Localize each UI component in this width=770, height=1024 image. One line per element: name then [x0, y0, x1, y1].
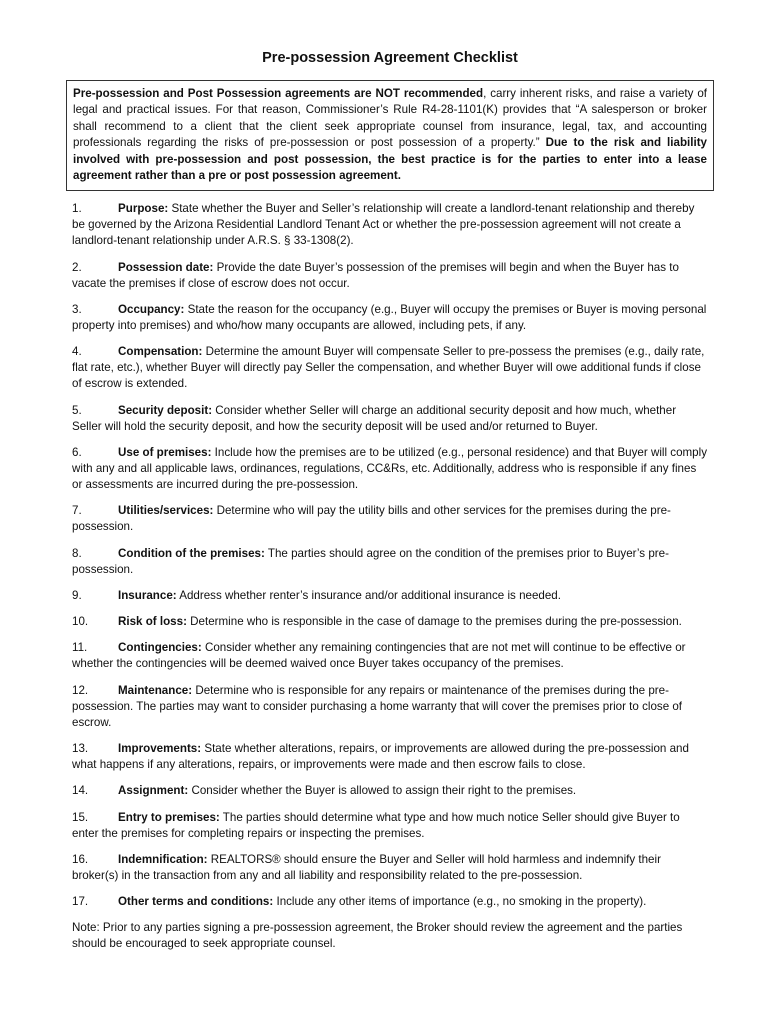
- item-text: Include any other items of importance (e.g., no smoking in the property).: [273, 895, 647, 909]
- item-label: Utilities/services:: [118, 504, 214, 518]
- checklist-item: [72, 302, 708, 334]
- notice-bold-outro: Due to the risk and liability involved with pre-possession and post possession, the best practice is for the parties to enter into a lease agreement rather than a pre or post possession agreement.: [73, 136, 707, 183]
- notice-bold-intro: Pre-possession and Post Possession agreements are NOT recommended: [73, 87, 484, 100]
- item-text: Consider whether Seller will charge an additional security deposit and how much, whether Seller will hold the security deposit, and how the security deposit will be used and/or returned to Buyer.: [72, 403, 677, 433]
- item-label: Compensation:: [118, 345, 203, 359]
- item-text: REALTORS® should ensure the Buyer and Seller will hold harmless and indemnify their broker(s) in the transaction from any and all liability and responsibility related to the pre-possession.: [72, 852, 661, 882]
- item-label: Indemnification:: [118, 852, 208, 866]
- item-text: The parties should determine what type and how much notice Seller should give Buyer to enter the premises for completing repairs or inspecting the premises.: [72, 810, 680, 840]
- checklist-item: [72, 614, 708, 630]
- checklist-item: [72, 344, 708, 392]
- item-label: Assignment:: [118, 784, 189, 798]
- item-text: Determine who is responsible in the case of damage to the premises during the pre-possession.: [186, 615, 682, 629]
- item-label: Possession date:: [118, 260, 214, 274]
- checklist-item: [72, 852, 708, 884]
- item-number: 8.: [72, 546, 82, 560]
- checklist-item: [72, 260, 708, 292]
- checklist: [72, 201, 708, 910]
- item-number: 9.: [72, 588, 82, 602]
- checklist-item: [72, 546, 708, 578]
- checklist-item: [72, 683, 708, 731]
- item-label: Risk of loss:: [118, 615, 187, 629]
- page-title: Pre-possession Agreement Checklist: [262, 50, 518, 66]
- item-number: 4.: [72, 345, 82, 359]
- item-text: The parties should agree on the condition of the premises prior to Buyer’s pre-possession.: [72, 546, 669, 576]
- item-number: 5.: [72, 403, 82, 417]
- item-text: State the reason for the occupancy (e.g., Buyer will occupy the premises or Buyer is moving personal property into premises) and who/how many occupants are allowed, including pets, if any.: [72, 303, 707, 333]
- item-label: Maintenance:: [118, 683, 193, 697]
- checklist-item: [72, 640, 708, 672]
- item-text: Consider whether the Buyer is allowed to assign their right to the premises.: [188, 784, 577, 798]
- item-label: Entry to premises:: [118, 810, 220, 824]
- checklist-item: [72, 588, 708, 604]
- checklist-item: [72, 894, 708, 910]
- closing-note: Note: Prior to any parties signing a pre-possession agreement, the Broker should review the agreement and the parties should be encouraged to seek appropriate counsel.: [72, 921, 683, 951]
- item-label: Improvements:: [118, 742, 202, 755]
- item-label: Other terms and conditions:: [118, 895, 274, 909]
- checklist-item: [72, 810, 708, 842]
- item-text: Consider whether any remaining contingencies that are not met will continue to be effective or whether the contingencies will be deemed waived once Buyer takes occupancy of the premises.: [72, 641, 686, 671]
- item-number: 14.: [72, 784, 89, 798]
- item-number: 2.: [72, 260, 82, 274]
- item-number: 1.: [72, 202, 82, 216]
- item-number: 7.: [72, 504, 82, 518]
- item-label: Contingencies:: [118, 641, 202, 655]
- item-text: Provide the date Buyer’s possession of the premises will begin and when the Buyer has to vacate the premises if close of escrow does not occur.: [72, 260, 679, 290]
- checklist-item: [72, 783, 708, 799]
- item-number: 15.: [72, 810, 89, 824]
- item-number: 16.: [72, 852, 89, 866]
- item-label: Purpose:: [118, 202, 169, 216]
- notice-text: , carry inherent risks, and raise a variety of legal and practical issues. For that reason, Commissioner’s Rule R4-28-1101(K) provides that “A salesperson or broker shall recommend to a client that the client seek appropriate counsel from insurance, legal, tax, and accounting professionals regarding the risks of pre-possession or post possession of a property.”: [73, 87, 707, 150]
- item-number: 13.: [72, 742, 89, 755]
- item-label: Security deposit:: [118, 403, 213, 417]
- item-text: Address whether renter’s insurance and/or additional insurance is needed.: [176, 588, 561, 602]
- item-text: State whether the Buyer and Seller’s relationship will create a landlord-tenant relationship and thereby be governed by the Arizona Residential Landlord Tenant Act or whether the pre-possession agreement will not create a landlord-tenant relationship under A.R.S. § 33-1308(2).: [72, 202, 695, 248]
- item-label: Condition of the premises:: [118, 546, 265, 560]
- item-number: 3.: [72, 303, 82, 317]
- item-text: State whether alterations, repairs, or improvements are allowed during the pre-possession and what happens if any alterations, repairs, or improvements were made and then escrow fails to close.: [72, 742, 689, 771]
- item-number: 17.: [72, 895, 89, 909]
- item-number: 11.: [72, 641, 88, 655]
- item-label: Insurance:: [118, 588, 177, 602]
- item-text: Determine the amount Buyer will compensate Seller to pre-possess the premises (e.g., daily rate, flat rate, etc.), whether Buyer will directly pay Seller the compensation, and whether Buyer will owe additional funds if close of escrow is extended.: [72, 345, 705, 391]
- checklist-item: [72, 201, 708, 249]
- item-number: 12.: [72, 683, 89, 697]
- warning-notice-box: [66, 80, 714, 191]
- checklist-item: [72, 403, 708, 435]
- item-text: Determine who will pay the utility bills and other services for the premises during the pre-possession.: [72, 504, 671, 534]
- item-label: Use of premises:: [118, 445, 212, 459]
- checklist-item: [72, 503, 708, 535]
- checklist-item: [72, 741, 708, 773]
- item-text: Include how the premises are to be utilized (e.g., personal residence) and that Buyer will comply with any and all applicable laws, ordinances, regulations, CC&Rs, etc. Additionally, address who is responsible if any fines or assessments are incurred during the pre-possession.: [72, 445, 708, 491]
- item-number: 10.: [72, 615, 89, 629]
- item-number: 6.: [72, 445, 82, 459]
- item-text: Determine who is responsible for any repairs or maintenance of the premises during the pre-possession. The parties may want to consider purchasing a home warranty that will cover the premises prior to close of escrow.: [72, 683, 683, 729]
- item-label: Occupancy:: [118, 303, 185, 317]
- checklist-item: [72, 445, 708, 493]
